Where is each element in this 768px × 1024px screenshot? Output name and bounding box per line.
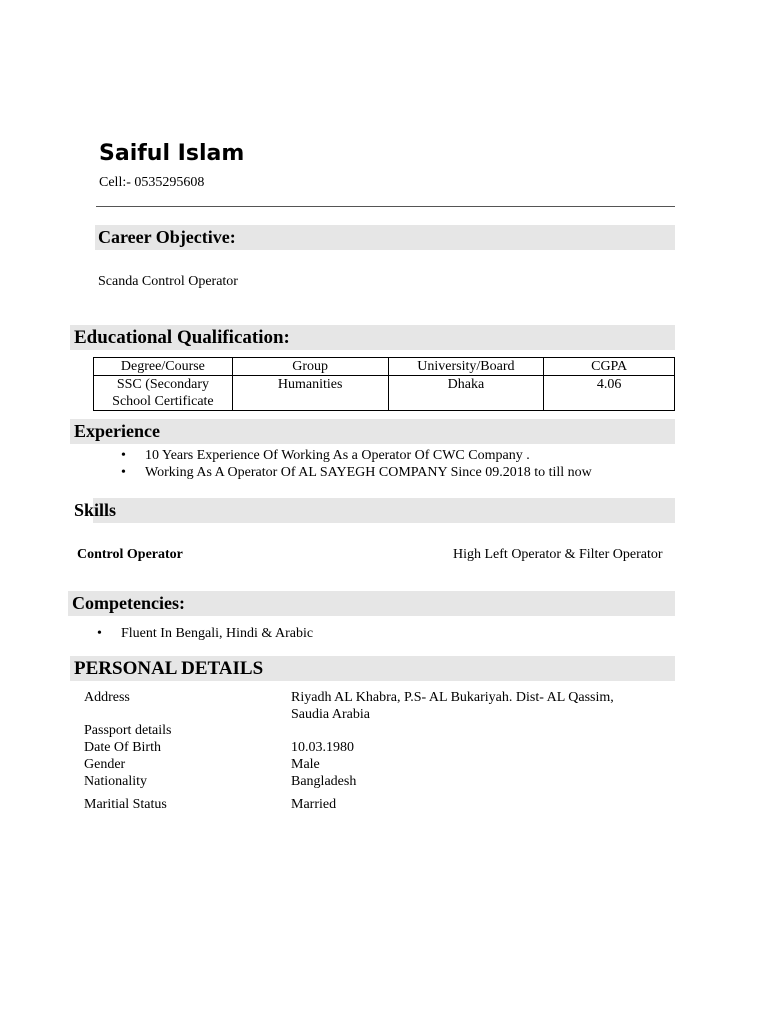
column-header: CGPA xyxy=(544,358,675,376)
skills-band xyxy=(93,498,675,523)
career-objective-text: Scanda Control Operator xyxy=(98,274,238,289)
dob-label: Date Of Birth xyxy=(84,740,161,755)
board-cell: Dhaka xyxy=(388,376,544,411)
education-table xyxy=(93,357,675,411)
group-cell: Humanities xyxy=(232,376,388,411)
personal-details-band xyxy=(70,656,675,681)
skill-right: High Left Operator & Filter Operator xyxy=(453,547,663,562)
address-line: Saudia Arabia xyxy=(291,707,370,722)
experience-band xyxy=(70,419,675,444)
experience-heading: Experience xyxy=(74,421,160,441)
degree-cell xyxy=(94,376,233,411)
education-heading: Educational Qualification: xyxy=(74,327,290,348)
nationality-label: Nationality xyxy=(84,774,147,789)
career-objective-heading: Career Objective: xyxy=(98,227,236,247)
gender-value: Male xyxy=(291,757,320,772)
resume-name: Saiful Islam xyxy=(99,141,245,166)
header-divider xyxy=(96,206,675,207)
education-band xyxy=(70,325,675,350)
career-objective-band xyxy=(95,225,675,250)
list-item: • 10 Years Experience Of Working As a Operator Of CWC Company . xyxy=(145,447,592,464)
table-row xyxy=(94,376,675,411)
marital-value: Married xyxy=(291,797,337,812)
table-header-row xyxy=(94,358,675,376)
degree-line: SSC (Secondary xyxy=(116,377,209,392)
address-line: Riyadh AL Khabra, P.S- AL Bukariyah. Dist- AL Qassim, xyxy=(291,690,614,705)
experience-list xyxy=(145,447,592,481)
nationality-value: Bangladesh xyxy=(291,774,357,789)
competencies-heading: Competencies: xyxy=(72,593,185,613)
cgpa-cell: 4.06 xyxy=(544,376,675,411)
degree-line: School Certificate xyxy=(112,394,214,409)
list-item: • Fluent In Bengali, Hindi & Arabic xyxy=(121,625,313,642)
skill-left: Control Operator xyxy=(77,547,183,562)
competencies-list xyxy=(121,625,313,642)
column-header: University/Board xyxy=(388,358,544,376)
gender-label: Gender xyxy=(84,757,126,772)
address-label: Address xyxy=(84,690,130,705)
competencies-band xyxy=(68,591,675,616)
marital-label: Maritial Status xyxy=(84,797,167,812)
passport-label: Passport details xyxy=(84,723,172,738)
list-item: • Working As A Operator Of AL SAYEGH COMPANY Since 09.2018 to till now xyxy=(145,464,592,481)
cell-number: Cell:- 0535295608 xyxy=(99,175,205,190)
column-header: Group xyxy=(232,358,388,376)
personal-details-heading: PERSONAL DETAILS xyxy=(74,658,264,679)
dob-value: 10.03.1980 xyxy=(291,740,354,755)
column-header: Degree/Course xyxy=(94,358,233,376)
skills-heading: Skills xyxy=(74,500,117,520)
